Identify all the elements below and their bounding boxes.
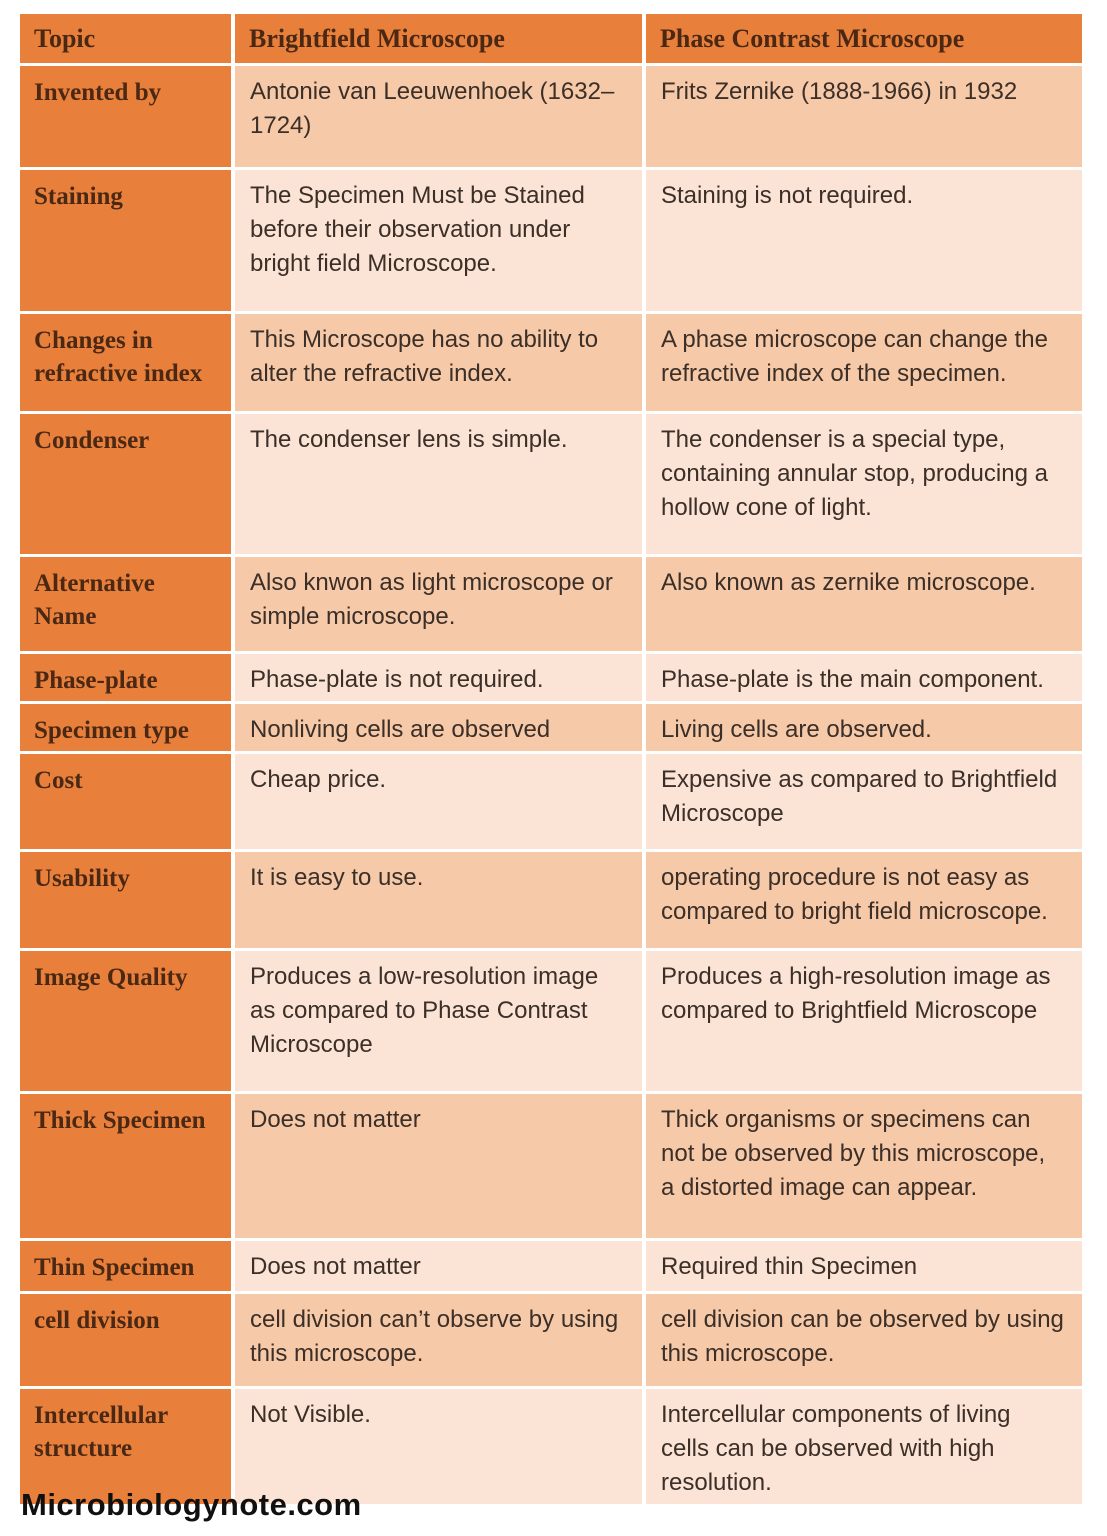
phase-cell: cell division can be observed by using this microscope. <box>644 1292 1082 1387</box>
phase-cell: Thick organisms or specimens can not be observed by this microscope, a distorted image can appear. <box>644 1092 1082 1239</box>
table-row <box>20 1239 1082 1292</box>
table-row <box>20 1092 1082 1239</box>
row-label: Changes in refractive index <box>20 312 233 412</box>
phase-cell: Intercellular components of living cells can be observed with high resolution. <box>644 1387 1082 1504</box>
site-credit: Microbiologynote.com <box>21 1487 362 1522</box>
brightfield-cell: The Specimen Must be Stained before their observation under bright field Microscope. <box>233 168 644 312</box>
brightfield-cell: Phase-plate is not required. <box>233 652 644 702</box>
row-label: cell division <box>20 1292 233 1387</box>
header-row <box>20 14 1082 64</box>
phase-cell: Also known as zernike microscope. <box>644 555 1082 652</box>
header-phase-contrast: Phase Contrast Microscope <box>644 14 1082 64</box>
phase-cell: Staining is not required. <box>644 168 1082 312</box>
phase-cell: Expensive as compared to Brightfield Microscope <box>644 752 1082 850</box>
row-label: Usability <box>20 850 233 949</box>
brightfield-cell: cell division can’t observe by using this microscope. <box>233 1292 644 1387</box>
table-row <box>20 312 1082 412</box>
brightfield-cell: Not Visible. <box>233 1387 644 1504</box>
phase-cell: Required thin Specimen <box>644 1239 1082 1292</box>
table-row <box>20 949 1082 1092</box>
phase-cell: operating procedure is not easy as compared to bright field microscope. <box>644 850 1082 949</box>
row-label: Phase-plate <box>20 652 233 702</box>
brightfield-cell: Nonliving cells are observed <box>233 702 644 752</box>
row-label: Thick Specimen <box>20 1092 233 1239</box>
header-brightfield: Brightfield Microscope <box>233 14 644 64</box>
microscope-comparison-table <box>20 14 1082 1504</box>
table-row <box>20 64 1082 168</box>
phase-cell: Living cells are observed. <box>644 702 1082 752</box>
table-row <box>20 850 1082 949</box>
phase-cell: Frits Zernike (1888-1966) in 1932 <box>644 64 1082 168</box>
row-label: Staining <box>20 168 233 312</box>
row-label: Image Quality <box>20 949 233 1092</box>
row-label: Thin Specimen <box>20 1239 233 1292</box>
header-topic: Topic <box>20 14 233 64</box>
brightfield-cell: Also knwon as light microscope or simple microscope. <box>233 555 644 652</box>
row-label: Condenser <box>20 412 233 555</box>
brightfield-cell: It is easy to use. <box>233 850 644 949</box>
table-row <box>20 752 1082 850</box>
phase-cell: Phase-plate is the main component. <box>644 652 1082 702</box>
phase-cell: The condenser is a special type, containing annular stop, producing a hollow cone of light. <box>644 412 1082 555</box>
table-row <box>20 1292 1082 1387</box>
row-label: Intercellular structure <box>20 1387 233 1504</box>
brightfield-cell: Produces a low-resolution image as compared to Phase Contrast Microscope <box>233 949 644 1092</box>
row-label: Cost <box>20 752 233 850</box>
table-row <box>20 168 1082 312</box>
table-row <box>20 555 1082 652</box>
phase-cell: Produces a high-resolution image as compared to Brightfield Microscope <box>644 949 1082 1092</box>
brightfield-cell: The condenser lens is simple. <box>233 412 644 555</box>
phase-cell: A phase microscope can change the refractive index of the specimen. <box>644 312 1082 412</box>
table-row <box>20 652 1082 702</box>
row-label: Alternative Name <box>20 555 233 652</box>
brightfield-cell: Antonie van Leeuwenhoek (1632–1724) <box>233 64 644 168</box>
brightfield-cell: Does not matter <box>233 1092 644 1239</box>
row-label: Invented by <box>20 64 233 168</box>
table-row <box>20 702 1082 752</box>
brightfield-cell: Cheap price. <box>233 752 644 850</box>
brightfield-cell: Does not matter <box>233 1239 644 1292</box>
brightfield-cell: This Microscope has no ability to alter the refractive index. <box>233 312 644 412</box>
table-row <box>20 412 1082 555</box>
row-label: Specimen type <box>20 702 233 752</box>
